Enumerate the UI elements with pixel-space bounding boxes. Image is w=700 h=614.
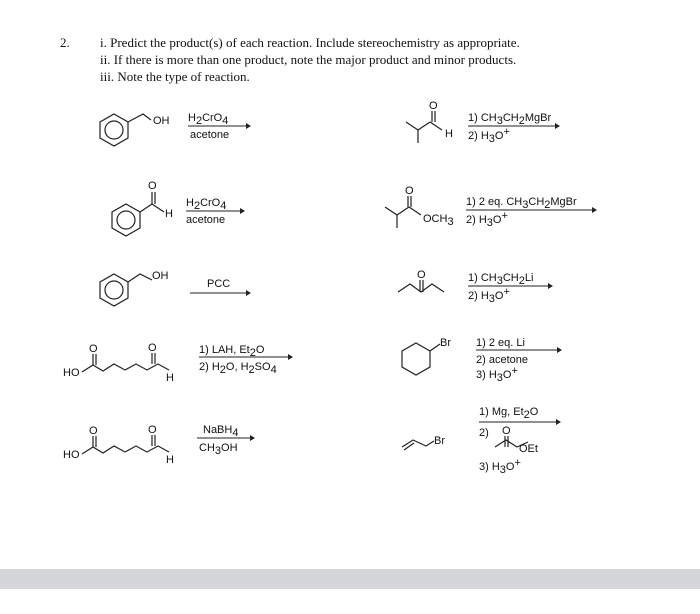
- o-label: O: [502, 425, 511, 437]
- molecule-cyclohexylmethyl-bromide: [402, 337, 451, 375]
- o-label: O: [405, 185, 414, 197]
- oh-label: OH: [153, 115, 170, 127]
- h-label: H: [445, 128, 453, 140]
- reagent-acid-workup: 2) H2O, H2SO4: [199, 361, 277, 376]
- o-label: O: [417, 269, 426, 281]
- instruction-line-1: i. Predict the product(s) of each reaction. Include stereochemistry as appropriate.: [100, 35, 520, 50]
- reagent-2eq-li: 1) 2 eq. Li: [476, 337, 525, 349]
- br-label: Br: [440, 337, 451, 349]
- reagents-grignard-1: [468, 112, 560, 145]
- molecule-ketone: [398, 269, 444, 292]
- o-label: O: [429, 100, 438, 112]
- reagent-acetone: acetone: [190, 129, 230, 141]
- reagent-acid-workup: 2) H3O+: [468, 126, 510, 145]
- o-label: O: [148, 180, 157, 192]
- reagent-nabh4: NaBH4: [203, 424, 239, 439]
- reagents-lah: [199, 344, 293, 376]
- molecule-phenylacetaldehyde: [112, 180, 173, 236]
- reagent-step-2: 2): [479, 427, 489, 439]
- molecule-phenethyl-alcohol: [100, 270, 169, 306]
- reagents-pcc: [190, 278, 251, 296]
- o-label: O: [89, 343, 98, 355]
- molecule-ethyl-ester: [495, 425, 538, 455]
- reagent-pcc: PCC: [207, 278, 231, 290]
- oet-label: OEt: [519, 443, 538, 455]
- molecule-aldehyde-branched: [406, 100, 453, 143]
- h-label: H: [165, 208, 173, 220]
- h-label: H: [166, 372, 174, 384]
- reagent-acetone: acetone: [186, 214, 226, 226]
- reagent-acid-workup: 2) H3O+: [466, 210, 508, 229]
- o-label: O: [89, 425, 98, 437]
- molecule-methyl-ester: [385, 185, 454, 228]
- instruction-line-3: iii. Note the type of reaction.: [100, 69, 250, 84]
- reagents-jones-1: [188, 112, 251, 141]
- reagent-ethyllithium: 1) CH3CH2Li: [468, 272, 534, 287]
- o-label: O: [148, 342, 157, 354]
- h-label: H: [166, 454, 174, 466]
- footer-bar: [0, 569, 700, 589]
- br-label: Br: [434, 435, 445, 447]
- question-number: 2.: [60, 35, 70, 50]
- reagent-methanol: CH3OH: [199, 442, 238, 457]
- reagents-grignard-formation: [479, 406, 561, 476]
- molecule-hydroxy-keto-aldehyde-1: [63, 342, 174, 384]
- reagent-magnesium: 1) Mg, Et2O: [479, 406, 539, 421]
- reagent-lah: 1) LAH, Et2O: [199, 344, 265, 359]
- reagents-nabh4: [197, 424, 255, 457]
- molecule-hydroxy-keto-aldehyde-2: [63, 424, 174, 466]
- reagent-2eq-grignard: 1) 2 eq. CH3CH2MgBr: [466, 196, 577, 211]
- molecule-allyl-bromide: [402, 435, 445, 450]
- reagents-grignard-2: [466, 196, 597, 229]
- ho-label: HO: [63, 367, 80, 379]
- reagent-ethylmagnesium-bromide: 1) CH3CH2MgBr: [468, 112, 552, 127]
- o-label: O: [148, 424, 157, 436]
- och3-label: OCH3: [423, 213, 454, 228]
- reagent-h2cro4: H2CrO4: [188, 112, 229, 127]
- reagents-jones-2: [186, 197, 245, 226]
- molecule-benzyl-alcohol: [100, 114, 170, 146]
- reagent-acid-workup: 3) H3O+: [476, 365, 518, 384]
- reagents-lithium: [476, 337, 562, 384]
- reagent-acid-workup: 2) H3O+: [468, 286, 510, 305]
- reagent-h2cro4: H2CrO4: [186, 197, 227, 212]
- reagent-acid-workup: 3) H3O+: [479, 457, 521, 476]
- oh-label: OH: [152, 270, 169, 282]
- reagents-ethyllithium: [468, 272, 553, 305]
- ho-label: HO: [63, 449, 80, 461]
- reagent-acetone: 2) acetone: [476, 354, 528, 366]
- instruction-line-2: ii. If there is more than one product, note the major product and minor products.: [100, 52, 517, 67]
